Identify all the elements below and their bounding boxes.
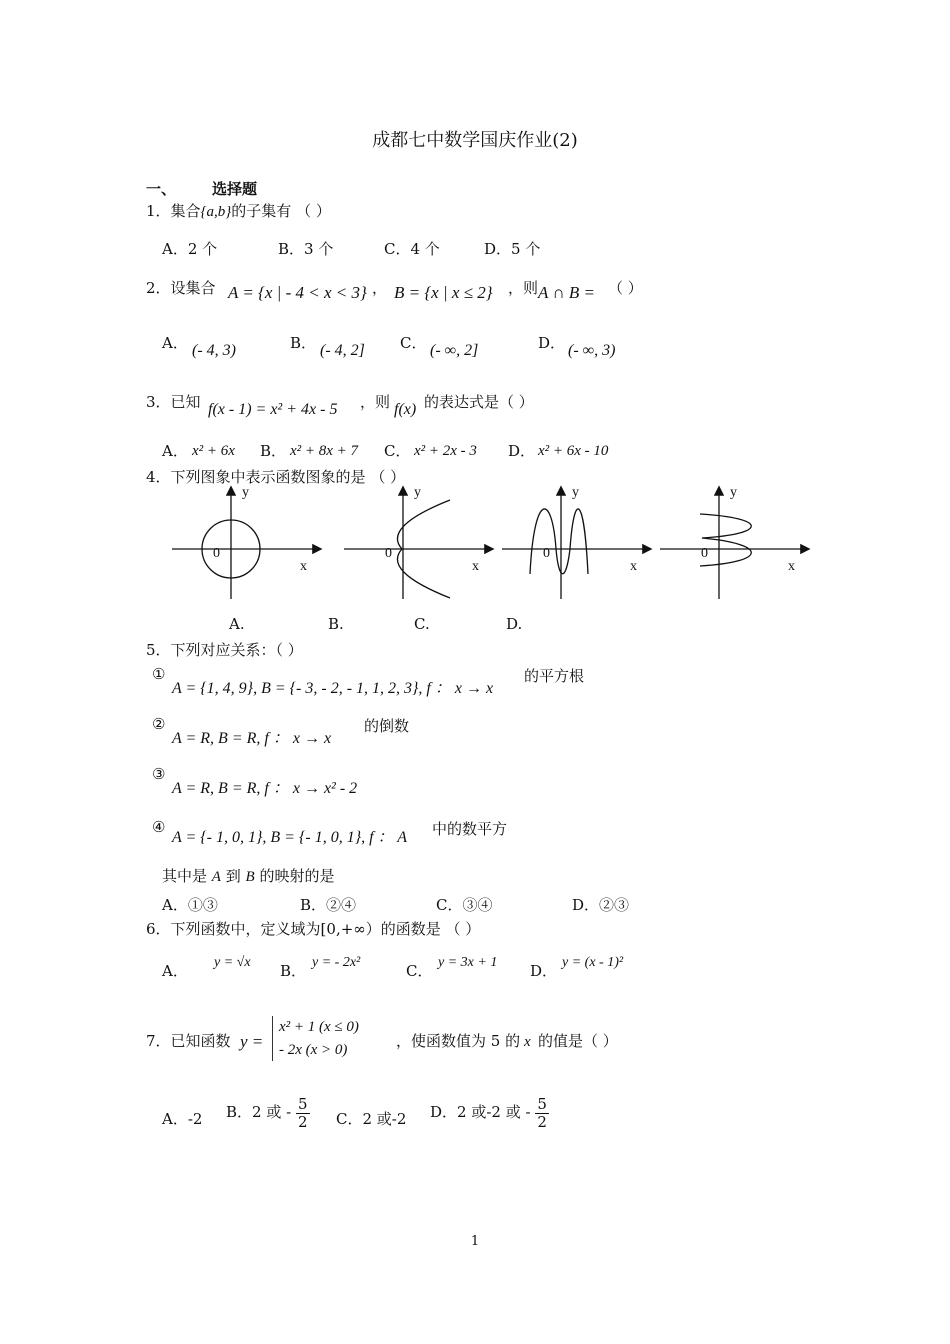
q2-paren: （ ） (608, 279, 643, 297)
q1-set: {a,b} (200, 204, 232, 220)
q2-label-d: D． (538, 334, 566, 352)
q5-item-3-num: ③ (152, 765, 166, 783)
fraction-numerator: 5 (537, 1095, 547, 1113)
q1-stem (146, 200, 331, 221)
q2-expr: A ∩ B = (538, 283, 595, 302)
q6-value-d: y = (x - 1)² (562, 955, 624, 970)
q5-conclusion-pre: 其中是 (162, 867, 208, 885)
q5-conclusion (162, 865, 335, 886)
q7-option-b (226, 1096, 310, 1130)
q5-item-2-num: ② (152, 715, 166, 733)
q6-label-a: A． (162, 962, 188, 980)
q7-option-c: C．2 或-2 (336, 1110, 407, 1128)
wave-curve (530, 509, 588, 574)
q6-value-b: y = - 2x² (312, 955, 361, 970)
q3-value-c: x² + 2x - 3 (414, 443, 477, 459)
x-label: x (630, 559, 637, 574)
q7-case-2: - 2x (x > 0) (279, 1041, 348, 1058)
q1-option-d: D．5 个 (484, 240, 541, 258)
q4-label-c: C. (414, 615, 430, 633)
fraction-numerator: 5 (297, 1095, 308, 1113)
q5-conclusion-b: B (245, 869, 255, 885)
q1-option-a: A．2 个 (162, 240, 218, 258)
fraction-denominator: 2 (297, 1112, 308, 1131)
q7-x: x (524, 1034, 531, 1050)
q3-label-a: A． (162, 442, 188, 460)
q4-label-d: D. (506, 615, 523, 633)
q2-stem-pre: 2．设集合 (146, 279, 216, 297)
q5-conclusion-post: 的映射的是 (259, 867, 335, 885)
q5-item-4-expr: A = {- 1, 0, 1}, B = {- 1, 0, 1}, f ： A (172, 829, 408, 846)
origin-label: 0 (543, 546, 550, 561)
q3-given: f(x - 1) = x² + 4x - 5 (208, 401, 338, 418)
q5-stem: 5．下列对应关系：（ ） (146, 641, 303, 659)
q2-value-a: (- 4, 3) (192, 342, 236, 359)
q4-graph-d (658, 482, 818, 607)
y-label: y (242, 485, 249, 500)
q7-option-d-fraction (535, 1096, 549, 1130)
q7-option-a: A．-2 (162, 1110, 203, 1128)
x-label: x (788, 559, 795, 574)
q5-conclusion-a: A (211, 869, 221, 885)
origin-label: 0 (385, 546, 392, 561)
q4-graph-c (500, 482, 660, 607)
q7-option-d (430, 1096, 549, 1130)
q7-option-d-text: D．2 或-2 或 - (430, 1103, 531, 1121)
q3-value-d: x² + 6x - 10 (538, 443, 609, 459)
q3-stem-post: 的表达式是（ ） (424, 393, 534, 411)
q4-stem: 4．下列图象中表示函数图象的是 （ ） (146, 468, 406, 486)
q4-label-a: A. (229, 615, 245, 633)
q5-item-2-tail: 的倒数 (364, 717, 410, 735)
q3-then: ，则 (360, 393, 391, 411)
q6-value-c: y = 3x + 1 (438, 955, 498, 970)
q2-set-a: A = {x | - 4 < x < 3} (228, 283, 367, 302)
q3-label-c: C． (384, 442, 411, 460)
q4-graph-a (170, 482, 330, 607)
q1-option-b: B．3 个 (278, 240, 334, 258)
q2-label-c: C． (400, 334, 427, 352)
q5-item-4-tail: 中的数平方 (432, 820, 508, 838)
section-number: 一、 (146, 180, 177, 198)
q5-item-4-num: ④ (152, 818, 166, 836)
q7-y: y = (240, 1032, 264, 1051)
q2-label-b: B． (290, 334, 317, 352)
q7-case-1: x² + 1 (x ≤ 0) (279, 1019, 359, 1035)
q5-conclusion-mid: 到 (225, 867, 241, 885)
fraction-denominator: 2 (537, 1112, 547, 1131)
q7-piecewise (272, 1016, 359, 1061)
q3-fx: f(x) (394, 401, 417, 418)
page-title: 成都七中数学国庆作业(2) (372, 130, 578, 151)
origin-label: 0 (701, 546, 708, 561)
q2-value-c: (- ∞, 2] (430, 342, 479, 359)
y-label: y (572, 485, 579, 500)
q5-option-b: B．②④ (300, 896, 357, 914)
section-label: 选择题 (212, 180, 258, 198)
q6-label-c: C． (406, 962, 433, 980)
q5-option-c: C．③④ (436, 896, 493, 914)
q3-label-d: D． (508, 442, 536, 460)
q7-stem-pre: 7．已知函数 (146, 1032, 231, 1050)
q4-label-b: B. (328, 615, 344, 633)
q1-stem-pre: 1．集合 (146, 202, 201, 220)
q7-stem-post: 的值是（ ） (538, 1032, 618, 1050)
origin-label: 0 (213, 546, 220, 561)
q1-stem-post: 的子集有 （ ） (231, 202, 331, 220)
q2-set-b: B = {x | x ≤ 2} (394, 283, 493, 302)
q3-value-b: x² + 8x + 7 (290, 443, 359, 459)
q5-item-3-expr: A = R, B = R, f ： x → x² - 2 (172, 780, 358, 797)
q5-item-1-num: ① (152, 665, 166, 683)
q6-stem: 6．下列函数中，定义域为[0,+∞）的函数是 （ ） (146, 920, 481, 938)
q5-item-1-tail: 的平方根 (524, 667, 585, 685)
q7-option-b-text: B．2 或 - (226, 1103, 292, 1121)
q3-value-a: x² + 6x (192, 443, 235, 459)
q5-option-d: D．②③ (572, 896, 630, 914)
x-label: x (472, 559, 479, 574)
y-label: y (414, 485, 421, 500)
q2-value-d: (- ∞, 3) (568, 342, 616, 359)
q6-label-b: B． (280, 962, 307, 980)
q2-label-a: A． (162, 334, 188, 352)
page-number: 1 (470, 1234, 480, 1249)
q1-option-c: C．4 个 (384, 240, 440, 258)
q2-then: ，则 (508, 279, 539, 297)
q6-value-a: y = √x (214, 955, 251, 970)
q7-option-b-fraction (296, 1096, 310, 1130)
q4-graph-b (342, 482, 502, 607)
x-label: x (300, 559, 307, 574)
q7-stem-mid: ，使函数值为 5 的 (396, 1032, 521, 1050)
q6-label-d: D． (530, 962, 558, 980)
q3-stem-pre: 3．已知 (146, 393, 201, 411)
q2-value-b: (- 4, 2] (320, 342, 365, 359)
q5-option-a: A．①③ (162, 896, 218, 914)
q2-comma: ， (372, 279, 388, 297)
q5-item-1-expr: A = {1, 4, 9}, B = {- 3, - 2, - 1, 1, 2, 3}, f ： x → x (172, 680, 494, 697)
q5-item-2-expr: A = R, B = R, f ： x → x (172, 730, 332, 747)
y-label: y (730, 485, 737, 500)
q3-label-b: B． (260, 442, 287, 460)
